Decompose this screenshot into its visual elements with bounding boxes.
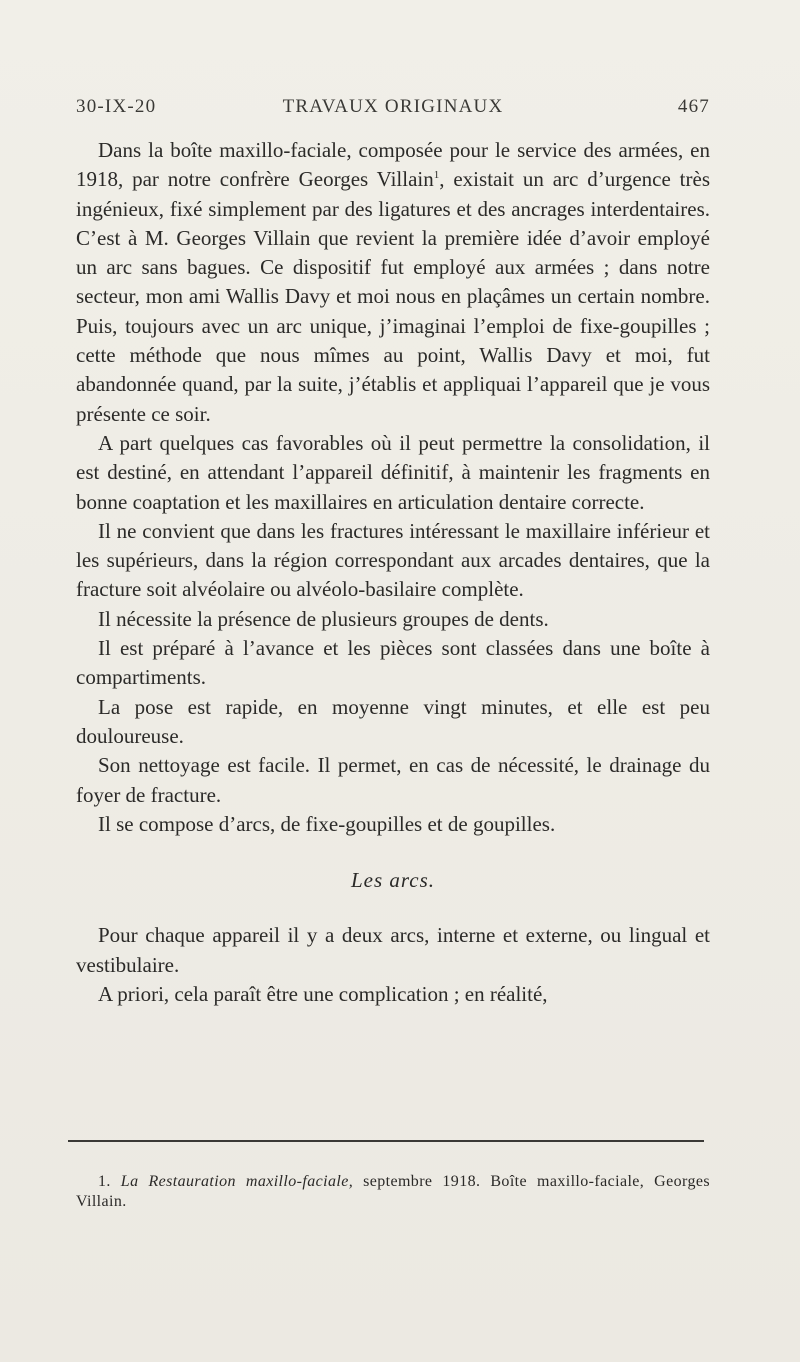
- section-title: Les arcs.: [350, 868, 436, 893]
- paragraph-6: La pose est rapide, en moyenne vingt minutes, et elle est peu douloureuse.: [76, 694, 710, 748]
- paragraph-5: Il est préparé à l’avance et les pièces sont classées dans une boîte à compartiments.: [76, 636, 710, 690]
- paragraph-7: Son nettoyage est facile. Il permet, en cas de nécessité, le drainage du foyer de fracture.: [76, 753, 710, 807]
- header-date: 30-IX-20: [76, 96, 157, 117]
- paragraph-3: Il ne convient que dans les fractures intéressant le maxillaire inférieur et les supérieurs, dans la région correspondant aux arcades dentaires, que la fracture soit alvéolaire ou alvéolo-basilaire complète.: [76, 518, 710, 602]
- header-title: TRAVAUX ORIGINAUX: [282, 96, 504, 117]
- page-number: 467: [677, 96, 710, 117]
- footnote-number: 1.: [98, 1173, 111, 1190]
- paragraph-9: Pour chaque appareil il y a deux arcs, interne et externe, ou lingual et vestibulaire.: [76, 923, 710, 977]
- footnote-rest: septembre 1918. Boîte maxillo-faciale, Georges Villain.: [76, 1173, 710, 1210]
- paragraph-1: [76, 136, 710, 429]
- running-header: [76, 96, 710, 126]
- footnote-title: La Restauration maxillo-faciale,: [120, 1173, 354, 1190]
- paragraph-2: A part quelques cas favorables où il peut permettre la consolidation, il est destiné, en attendant l’appareil définitif, à maintenir les fragments en bonne coaptation et les maxillaires en articulation dentaire correcte.: [76, 430, 710, 514]
- paragraph-4: Il nécessite la présence de plusieurs groupes de dents.: [98, 606, 549, 631]
- footnote-ref: 1: [433, 169, 440, 182]
- paragraph-1-before: Dans la boîte maxillo-faciale, composée pour le service des armées, en 1918, par notre confrère Georges Villain: [76, 138, 710, 192]
- paragraph-10: A priori, cela paraît être une complication ; en réalité,: [98, 982, 548, 1007]
- footnote: [76, 1172, 710, 1212]
- footnote-divider: [68, 1140, 704, 1142]
- paragraph-8: Il se compose d’arcs, de fixe-goupilles et de goupilles.: [98, 811, 556, 836]
- paragraph-1-after: , existait un arc d’urgence très ingénieux, fixé simplement par des ligatures et des ancrages interdentaires. C’est à M. Georges Villain que revient la première idée d’avoir employé un arc sans bagues. Ce dispositif fut employé aux armées ; dans notre secteur, mon ami Wallis Davy et moi nous en plaçâmes un certain nombre. Puis, toujours avec un arc unique, j’imaginai l’emploi de fixe-goupilles ; cette méthode que nous mîmes au point, Wallis Davy et moi, fut abandonnée quand, par la suite, j’établis et appliquai l’appareil que je vous présente ce soir.: [76, 167, 710, 426]
- main-text: [76, 136, 710, 1009]
